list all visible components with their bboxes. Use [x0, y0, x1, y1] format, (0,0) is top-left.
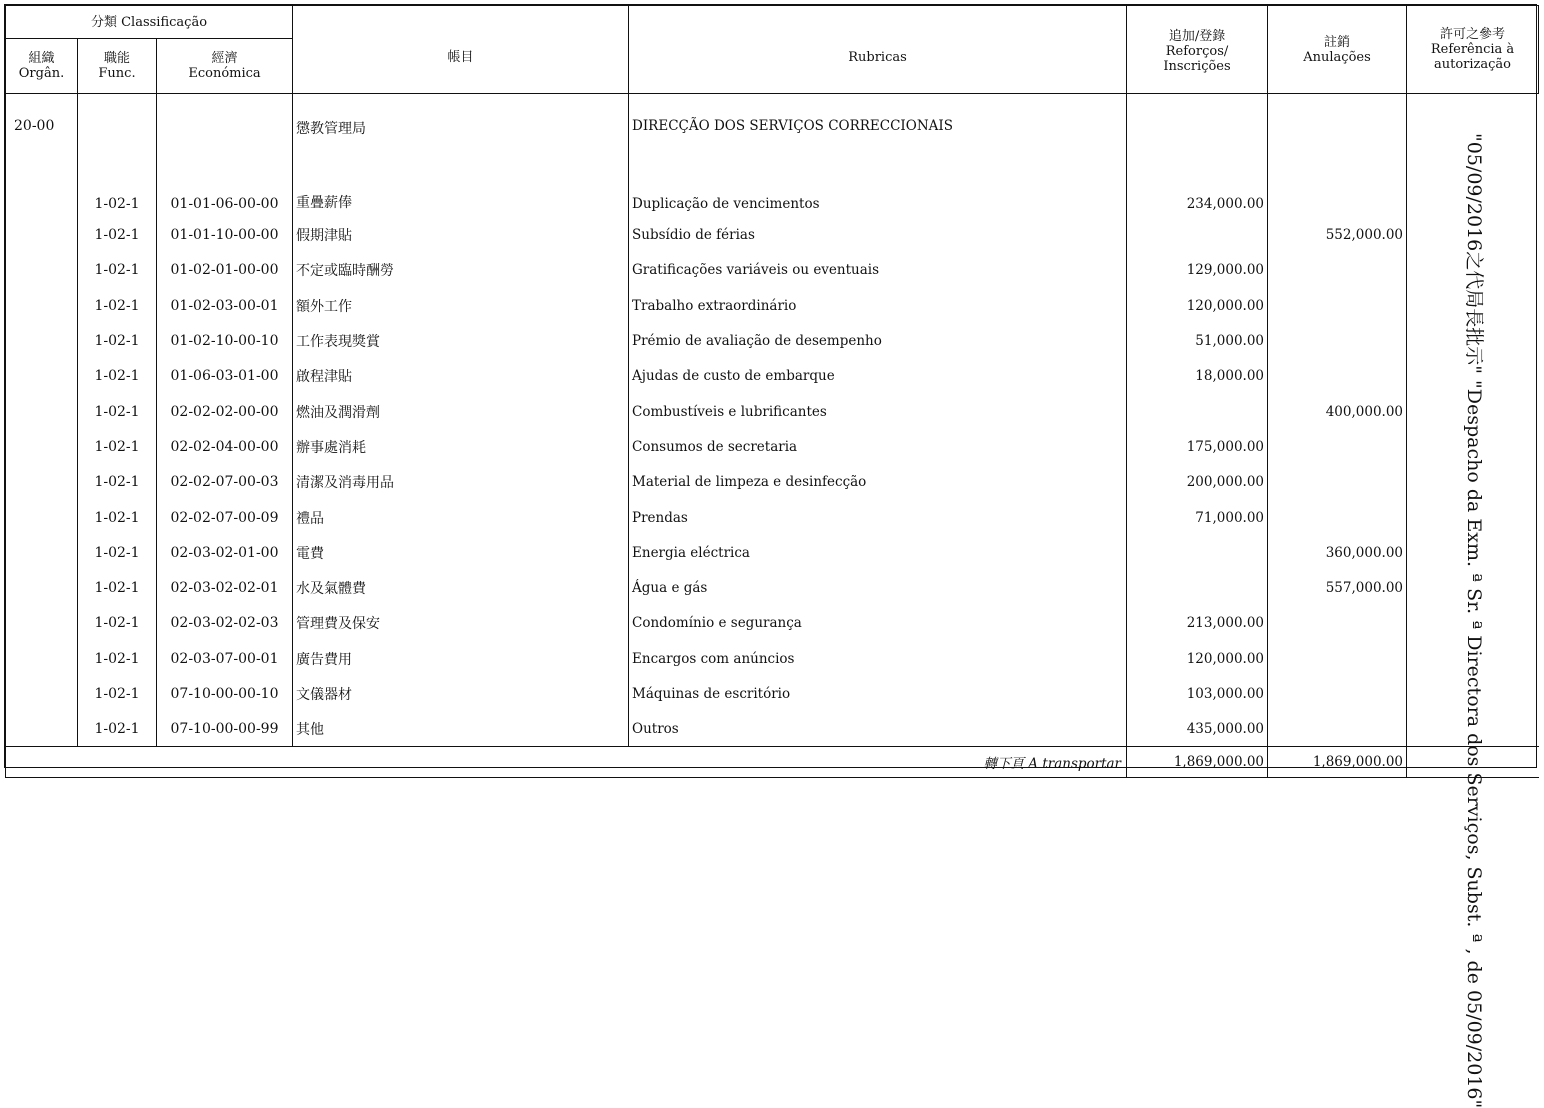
cancel-header [1268, 6, 1407, 94]
cancel-zh: 註銷 [1324, 34, 1351, 50]
row-anulacao [1268, 154, 1407, 218]
row-org [6, 500, 78, 535]
table-row [6, 712, 1539, 747]
row-reforco: 71,000.00 [1127, 500, 1268, 535]
row-rubrica-pt: Combustíveis e lubrificantes [629, 394, 1127, 429]
row-account-zh: 辦事處消耗 [293, 429, 629, 464]
auth-pt1: Referência à [1430, 42, 1515, 57]
total-reforco: 1,869,000.00 [1127, 747, 1268, 778]
row-reforco [1127, 535, 1268, 570]
row-func: 1-02-1 [78, 154, 157, 218]
row-func: 1-02-1 [78, 535, 157, 570]
table-row [6, 641, 1539, 676]
row-econ: 07-10-00-00-99 [157, 712, 293, 747]
row-econ: 02-03-02-01-00 [157, 535, 293, 570]
row-econ: 02-02-07-00-03 [157, 465, 293, 500]
row-anulacao [1268, 712, 1407, 747]
row-econ: 02-03-02-02-03 [157, 606, 293, 641]
row-anulacao: 360,000.00 [1268, 535, 1407, 570]
row-org [6, 154, 78, 218]
row-econ: 02-03-07-00-01 [157, 641, 293, 676]
row-econ: 01-01-10-00-00 [157, 218, 293, 253]
row-reforco: 435,000.00 [1127, 712, 1268, 747]
table-row [6, 570, 1539, 605]
row-account-zh: 管理費及保安 [293, 606, 629, 641]
row-reforco: 18,000.00 [1127, 359, 1268, 394]
row-func: 1-02-1 [78, 429, 157, 464]
row-econ: 01-02-03-00-01 [157, 288, 293, 323]
row-func: 1-02-1 [78, 394, 157, 429]
auth-header [1407, 6, 1539, 94]
row-org [6, 394, 78, 429]
row-account-zh: 水及氣體費 [293, 570, 629, 605]
row-reforco: 51,000.00 [1127, 323, 1268, 358]
table-row [6, 394, 1539, 429]
row-rubrica-pt: Ajudas de custo de embarque [629, 359, 1127, 394]
row-anulacao [1268, 465, 1407, 500]
row-rubrica-pt: Condomínio e segurança [629, 606, 1127, 641]
row-func: 1-02-1 [78, 323, 157, 358]
row-econ: 02-02-07-00-09 [157, 500, 293, 535]
row-org [6, 323, 78, 358]
budget-table [5, 5, 1539, 1108]
table-row [6, 676, 1539, 711]
row-reforco [1127, 570, 1268, 605]
row-reforco: 120,000.00 [1127, 641, 1268, 676]
reinforce-pt2: Inscrições [1163, 59, 1231, 74]
row-rubrica-pt: Gratificações variáveis ou eventuais [629, 253, 1127, 288]
row-org [6, 570, 78, 605]
row-org [6, 712, 78, 747]
table-row [6, 323, 1539, 358]
row-rubrica-pt: Máquinas de escritório [629, 676, 1127, 711]
row-rubrica-pt: Água e gás [629, 570, 1127, 605]
row-org [6, 606, 78, 641]
row-func: 1-02-1 [78, 359, 157, 394]
row-rubrica-pt: Duplicação de vencimentos [629, 154, 1127, 218]
row-func: 1-02-1 [78, 570, 157, 605]
row-reforco: 103,000.00 [1127, 676, 1268, 711]
table-header [6, 6, 1539, 94]
total-anulacao: 1,869,000.00 [1268, 747, 1407, 778]
row-rubrica-pt: Prendas [629, 500, 1127, 535]
reinforce-zh: 追加/登錄 [1168, 29, 1226, 44]
econ-zh: 經濟 [211, 51, 238, 66]
row-anulacao [1268, 359, 1407, 394]
classification-header: 分類 Classificação [6, 6, 293, 39]
table-row [6, 606, 1539, 641]
row-rubrica-pt: Subsídio de férias [629, 218, 1127, 253]
row-org [6, 641, 78, 676]
auth-zh: 許可之參考 [1440, 27, 1506, 42]
row-econ: 02-02-02-00-00 [157, 394, 293, 429]
row-anulacao [1268, 288, 1407, 323]
row-org [6, 253, 78, 288]
row-econ: 02-03-02-02-01 [157, 570, 293, 605]
func-zh: 職能 [103, 51, 130, 66]
table-row [6, 253, 1539, 288]
authorization-reference [1444, 133, 1504, 1108]
row-org [6, 676, 78, 711]
row-reforco: 129,000.00 [1127, 253, 1268, 288]
org-header [6, 39, 78, 94]
row-account-zh: 廣告費用 [293, 641, 629, 676]
econ-pt: Económica [188, 66, 261, 81]
table-row [6, 288, 1539, 323]
table-row [6, 465, 1539, 500]
func-header [78, 39, 157, 94]
total-label: 轉下頁 A transportar [6, 747, 1127, 778]
table-row [6, 500, 1539, 535]
row-account-zh: 啟程津貼 [293, 359, 629, 394]
row-anulacao [1268, 253, 1407, 288]
row-account-zh: 電費 [293, 535, 629, 570]
row-org [6, 218, 78, 253]
row-account-zh: 清潔及消毒用品 [293, 465, 629, 500]
row-anulacao [1268, 429, 1407, 464]
row-econ: 01-02-10-00-10 [157, 323, 293, 358]
row-org [6, 359, 78, 394]
row-econ: 07-10-00-00-10 [157, 676, 293, 711]
row-reforco [1127, 218, 1268, 253]
reinforce-header [1127, 6, 1268, 94]
department-org: 20-00 [6, 94, 78, 154]
org-zh: 組織 [28, 51, 55, 66]
row-func: 1-02-1 [78, 253, 157, 288]
row-econ: 01-02-01-00-00 [157, 253, 293, 288]
authorization-text: "05/09/2016之代局長批示" "Despacho da Exm. ª Sr. ª Directora dos Serviços, Subst. ª , de 05/09/2016" [1463, 133, 1485, 1108]
table-row [6, 535, 1539, 570]
cancel-pt: Anulações [1303, 49, 1371, 65]
reinforce-pt1: Reforços/ [1165, 44, 1229, 59]
row-anulacao: 557,000.00 [1268, 570, 1407, 605]
row-account-zh: 工作表現獎賞 [293, 323, 629, 358]
table-row [6, 359, 1539, 394]
row-reforco: 120,000.00 [1127, 288, 1268, 323]
row-econ: 02-02-04-00-00 [157, 429, 293, 464]
row-rubrica-pt: Encargos com anúncios [629, 641, 1127, 676]
row-anulacao [1268, 606, 1407, 641]
row-anulacao [1268, 500, 1407, 535]
func-pt: Func. [98, 66, 136, 81]
row-econ: 01-01-06-00-00 [157, 154, 293, 218]
rubricas-header: Rubricas [629, 6, 1127, 94]
row-func: 1-02-1 [78, 218, 157, 253]
row-anulacao: 552,000.00 [1268, 218, 1407, 253]
table-row [6, 429, 1539, 464]
row-func: 1-02-1 [78, 465, 157, 500]
econ-header [157, 39, 293, 94]
department-row [6, 94, 1539, 154]
row-org [6, 429, 78, 464]
row-func: 1-02-1 [78, 641, 157, 676]
row-account-zh: 不定或臨時酬勞 [293, 253, 629, 288]
department-name-zh: 懲教管理局 [293, 94, 629, 154]
table-row [6, 154, 1539, 218]
row-account-zh: 文儀器材 [293, 676, 629, 711]
row-org [6, 288, 78, 323]
row-anulacao [1268, 641, 1407, 676]
row-func: 1-02-1 [78, 500, 157, 535]
row-account-zh: 燃油及潤滑劑 [293, 394, 629, 429]
row-account-zh: 重疊薪俸 [293, 154, 629, 218]
department-name-pt: DIRECÇÃO DOS SERVIÇOS CORRECCIONAIS [629, 94, 1127, 154]
row-reforco: 175,000.00 [1127, 429, 1268, 464]
row-reforco: 234,000.00 [1127, 154, 1268, 218]
row-account-zh: 額外工作 [293, 288, 629, 323]
row-func: 1-02-1 [78, 676, 157, 711]
row-func: 1-02-1 [78, 712, 157, 747]
row-account-zh: 假期津貼 [293, 218, 629, 253]
budget-document [4, 4, 1537, 1108]
row-anulacao: 400,000.00 [1268, 394, 1407, 429]
total-row [6, 747, 1539, 778]
row-rubrica-pt: Energia eléctrica [629, 535, 1127, 570]
row-rubrica-pt: Outros [629, 712, 1127, 747]
row-anulacao [1268, 323, 1407, 358]
row-rubrica-pt: Trabalho extraordinário [629, 288, 1127, 323]
row-rubrica-pt: Consumos de secretaria [629, 429, 1127, 464]
row-reforco: 200,000.00 [1127, 465, 1268, 500]
row-reforco [1127, 394, 1268, 429]
row-rubrica-pt: Prémio de avaliação de desempenho [629, 323, 1127, 358]
row-econ: 01-06-03-01-00 [157, 359, 293, 394]
row-anulacao [1268, 676, 1407, 711]
account-zh-header: 帳目 [293, 6, 629, 94]
org-pt: Orgân. [18, 66, 65, 81]
row-func: 1-02-1 [78, 606, 157, 641]
row-reforco: 213,000.00 [1127, 606, 1268, 641]
row-org [6, 535, 78, 570]
row-func: 1-02-1 [78, 288, 157, 323]
auth-pt2: autorização [1434, 57, 1512, 72]
table-row [6, 218, 1539, 253]
row-account-zh: 其他 [293, 712, 629, 747]
table-body [6, 94, 1539, 1108]
row-org [6, 465, 78, 500]
row-account-zh: 禮品 [293, 500, 629, 535]
row-rubrica-pt: Material de limpeza e desinfecção [629, 465, 1127, 500]
